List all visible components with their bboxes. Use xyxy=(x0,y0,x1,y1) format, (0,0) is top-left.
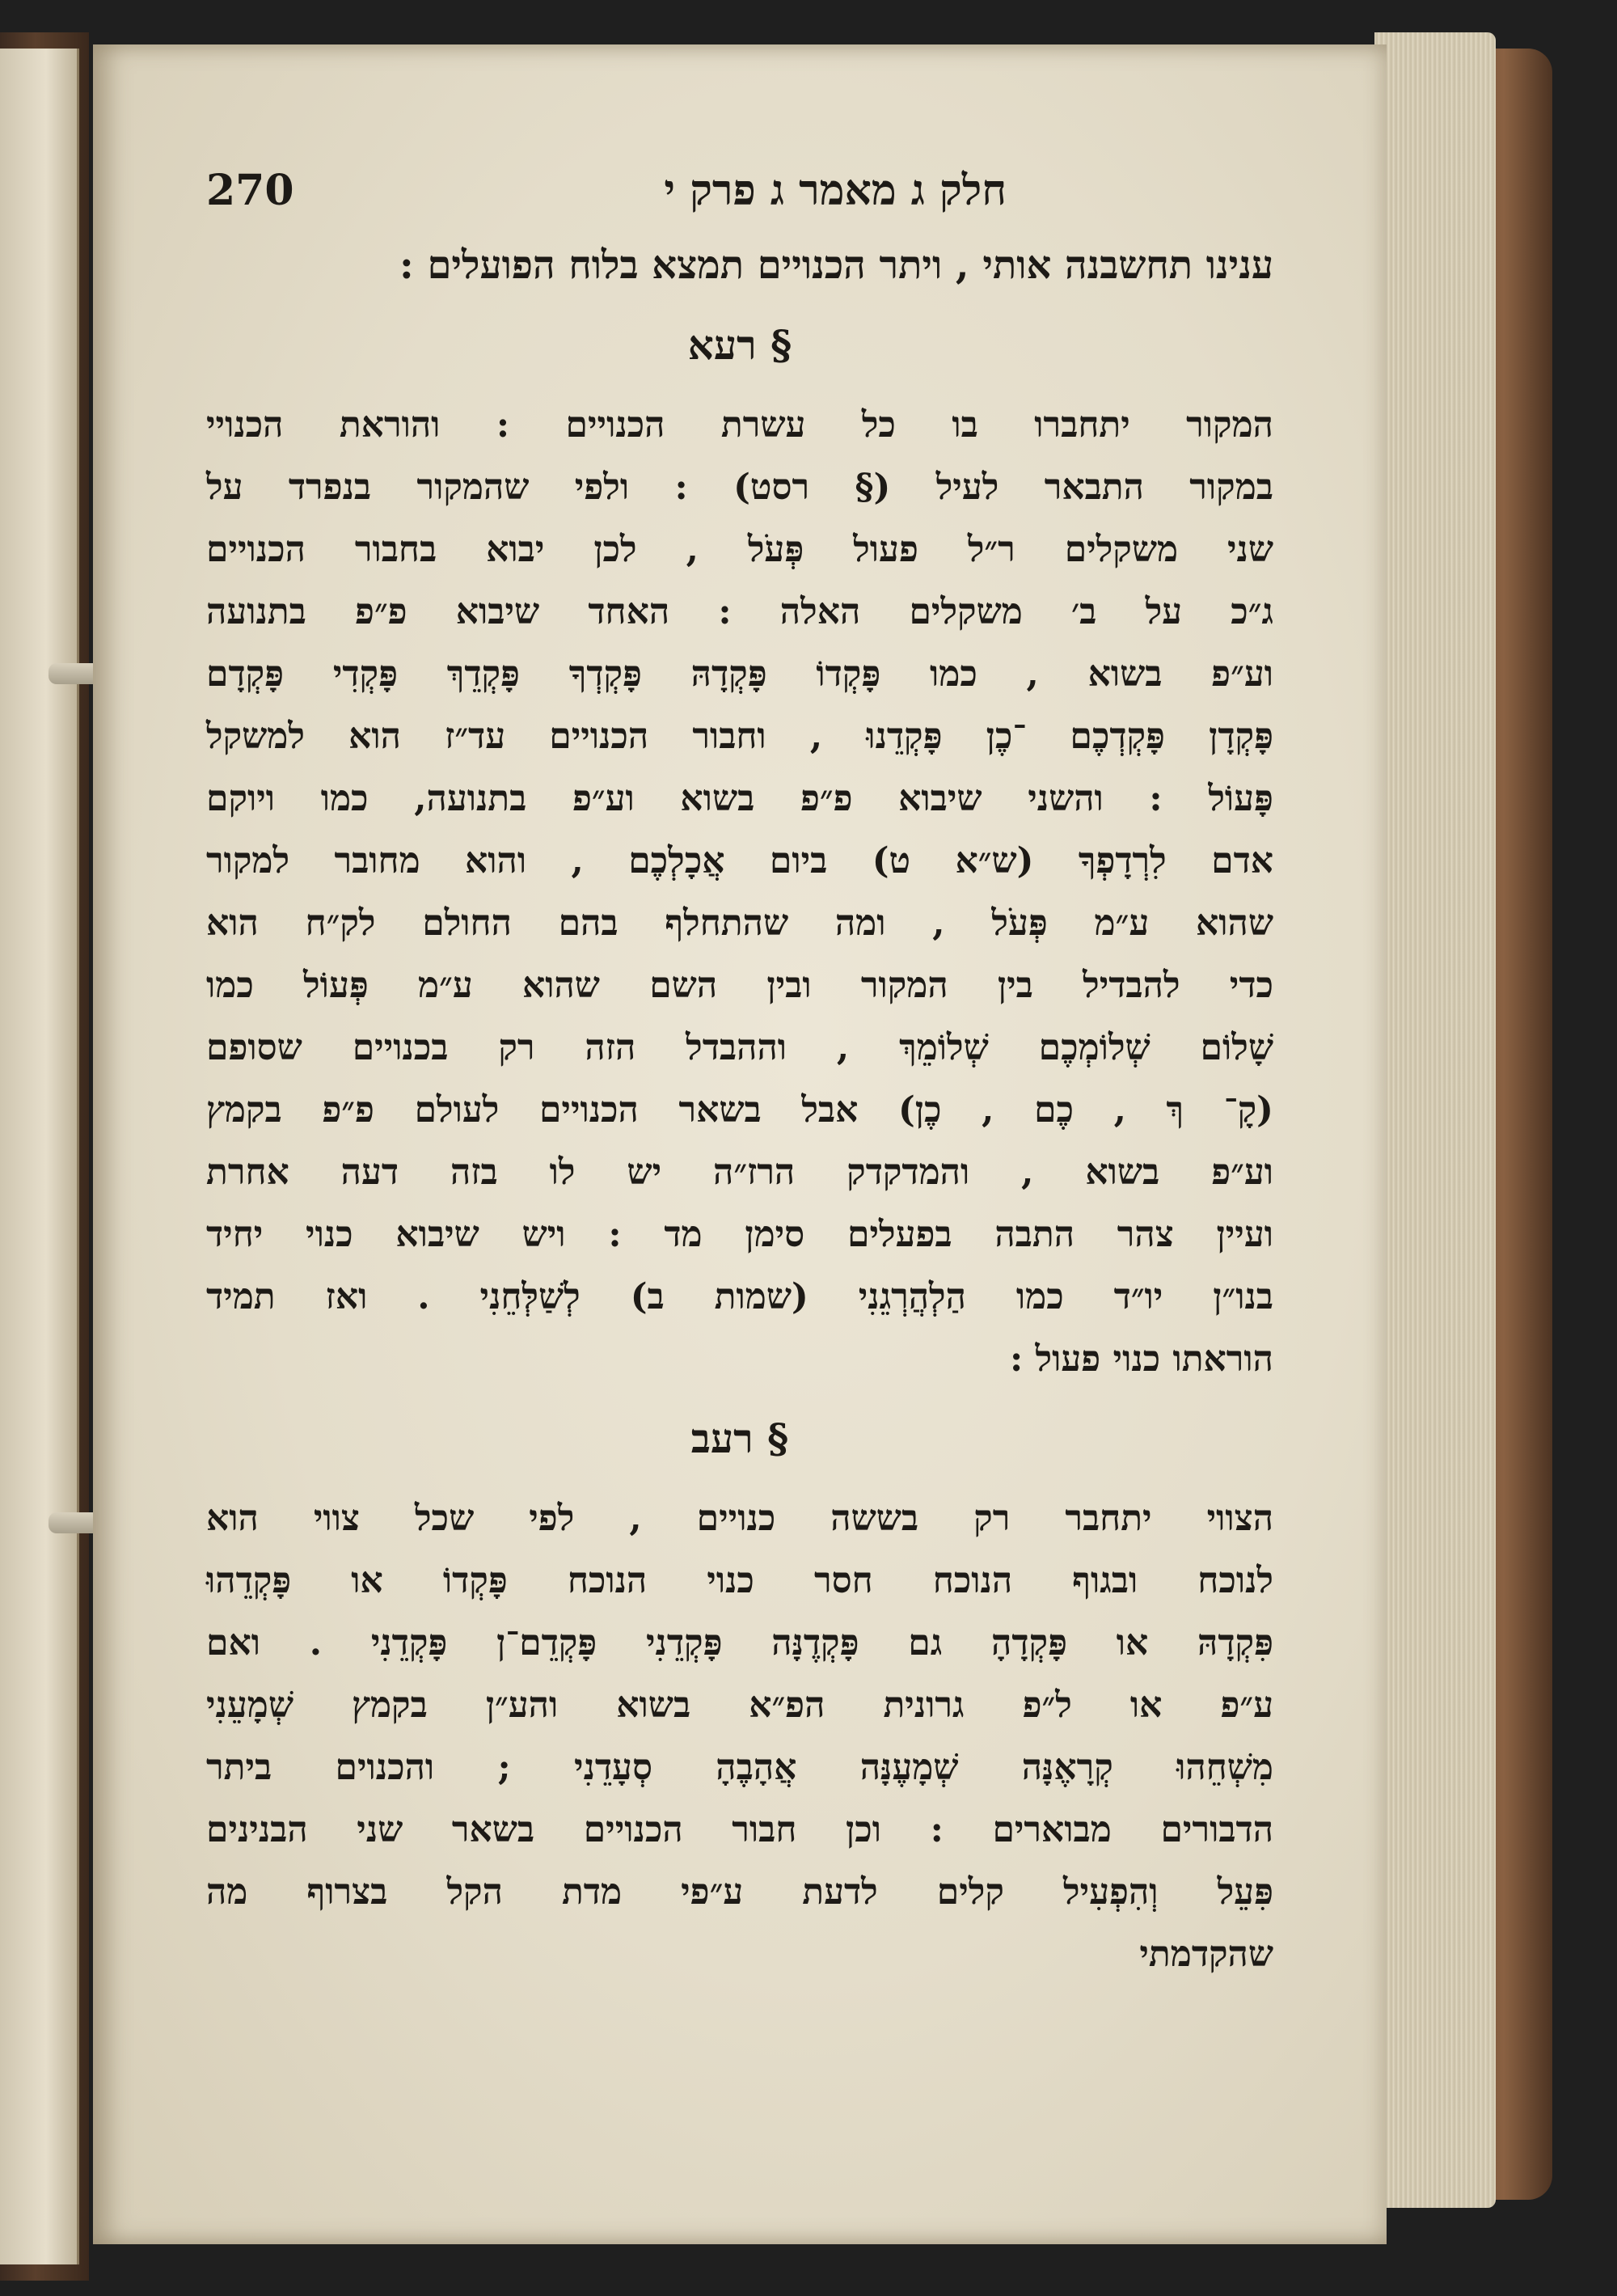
binding-strings xyxy=(49,0,97,2296)
text-line: הוראתו כנוי פעול : xyxy=(1009,1338,1273,1380)
text-line: ענינו תחשבנה אותי , ויתר הכנויים תמצא בלוח הפועלים : xyxy=(399,243,1273,288)
header-title: חלק ג מאמר ג פרק י xyxy=(664,166,1007,215)
text-line: פִּעֵל וְהִפְעִיל קלים לדעת ע״פי מדת הקל בצרוף מה xyxy=(206,1871,1273,1913)
text-line: המקור יתחברו בו כל עשרת הכנויים : והוראת הכנויי xyxy=(206,404,1273,446)
page-block-edges xyxy=(1374,32,1496,2208)
text-line: שהקדמתי xyxy=(1139,1934,1273,1975)
text-line: (קָ־ ךְ , כֶם , כֶן) אבל בשאר הכנויים לעולם פ״פ בקמץ xyxy=(206,1089,1273,1131)
page-text xyxy=(206,158,1273,1985)
section-heading: § רעא xyxy=(687,321,792,369)
section-body xyxy=(206,1487,1273,1985)
section-heading: § רעב xyxy=(690,1414,789,1462)
running-header xyxy=(206,158,1273,235)
page-number: 270 xyxy=(206,166,294,215)
text-line: שָׁלוֹם שְׁלוֹמְכֶם שְׁלוֹמֵךְ , וההבדל הזה רק בכנויים שסופם xyxy=(206,1027,1273,1068)
text-line: הצווי יתחבר רק בששה כנויים , לפי שכל צווי הוא xyxy=(206,1498,1273,1539)
text-line: ג״כ על ב׳ משקלים האלה : האחד שיבוא פ״פ בתנועה xyxy=(206,591,1273,632)
text-line: ע״פ או ל״פ גרונית הפ״א בשוא והע״ן בקמץ שְׁמָעֵנִי xyxy=(206,1685,1273,1726)
text-line: פִּקְדָהּ או פָּקְדָהָ גם פָּקְדֶנָּה פָּקְדֵנִי פָּקְדֵם־ן פָּקְדֵנִי . ואם xyxy=(206,1622,1274,1664)
text-line: בנו״ן יו״ד כמו הַלְהֲרְגֵנִי (שמות ב) לְשַׁלְּחֵנִי . ואז תמיד xyxy=(206,1276,1273,1317)
text-line: שני משקלים ר״ל פעול פְּעֹל , לכן יבוא בחבור הכנויים xyxy=(206,529,1273,570)
text-line: ועיין צהר התבה בפעלים סימן מד : ויש שיבוא כנוי יחיד xyxy=(206,1214,1273,1255)
text-line: מִשְׁחֵהוּ קְרָאֶנָּה שְׁמָעֶנָּה אֲהָבֶהָ סְעָדֵנִי ; והכנוים ביתר xyxy=(206,1747,1273,1788)
text-line: וע״פ בשוא , והמדקדק הרז״ה יש לו בזה דעה אחרת xyxy=(206,1152,1273,1193)
text-line: שהוא ע״מ פְּעֹל , ומה שהתחלף בהם החולם לק״ח הוא xyxy=(206,903,1273,944)
text-line: פָּקְדָן פָּקְדְכֶם ־כֶן פָּקְדֵנוּ , וחבור הכנויים עד״ז הוא למשקל xyxy=(206,716,1273,757)
text-line: וע״פ בשוא , כמו פָּקְדוֹ פָּקְדָהּ פָּקְדְךָ פָּקְדֵךְ פָּקְדִי פָּקְדָם xyxy=(206,653,1273,695)
text-line: הדבורים מבוארים : וכן חבור הכנויים בשאר שני הבנינים xyxy=(206,1809,1273,1850)
text-line: אדם לִרְדָפְךָ (ש״א ט) ביום אֲכָלְכֶם , והוא מחובר למקור xyxy=(206,840,1274,882)
text-line: לנוכח ובגוף הנוכח חסר כנוי הנוכח פָּקְדוֹ או פָּקְדֵהוּ xyxy=(206,1560,1273,1601)
text-line: במקור התבאר לעיל (§ רסט) : ולפי שהמקור בנפרד על xyxy=(206,467,1273,508)
section-body xyxy=(206,394,1273,1390)
text-line: כדי להבדיל בין המקור ובין השם שהוא ע״מ פְּעוֹל כמו xyxy=(206,965,1273,1006)
book-page xyxy=(93,44,1387,2244)
text-line: פָּעוֹל : והשני שיבוא פ״פ בשוא וע״פ בתנועה, כמו ויוקם xyxy=(206,778,1273,819)
